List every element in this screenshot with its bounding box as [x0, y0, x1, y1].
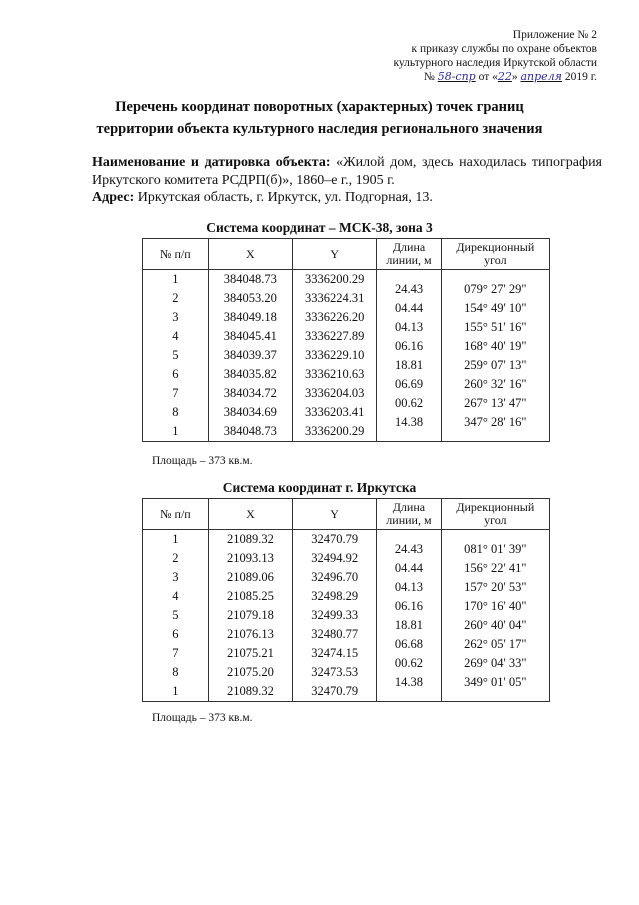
- cell-value: 21089.06: [226, 570, 274, 584]
- header-line-length: Длина линии, м: [377, 239, 441, 270]
- cell-value: 3336203.41: [304, 405, 365, 419]
- cell-value: 21093.13: [226, 551, 274, 565]
- order-date-day: 22: [497, 70, 512, 83]
- line-length-column: [377, 270, 441, 442]
- cell-value: 3336229.10: [304, 348, 365, 362]
- document-title-line1: Перечень координат поворотных (характерных) точек границ: [115, 99, 524, 115]
- cell-value: 3336204.03: [304, 386, 365, 400]
- cell-value: 154° 49' 10": [464, 300, 527, 315]
- cell-value: 2: [172, 291, 179, 305]
- table2-title: Система координат г. Иркутска: [222, 480, 417, 495]
- cell-value: 3336224.31: [304, 291, 365, 305]
- table2-area: Площадь – 373 кв.м.: [152, 712, 253, 724]
- header-direction-angle: Дирекционный угол: [441, 499, 549, 530]
- cell-value: 21089.32: [226, 684, 274, 698]
- cell-value: 04.13: [394, 319, 424, 334]
- cell-value: 06.69: [394, 376, 424, 391]
- cell-value: 32474.15: [311, 646, 359, 660]
- cell-value: 18.81: [394, 357, 424, 372]
- cell-value: 3: [172, 310, 179, 324]
- order-date-from: от «: [478, 71, 498, 83]
- table-body-row: [143, 270, 550, 442]
- cell-value: 269° 04' 33": [464, 655, 527, 670]
- header-y: Y: [293, 499, 377, 530]
- cell-value: 3: [172, 570, 179, 584]
- cell-value: 259° 07' 13": [464, 357, 527, 372]
- point-number-column: [143, 270, 209, 442]
- cell-value: 32496.70: [311, 570, 359, 584]
- cell-value: 384045.41: [223, 329, 277, 343]
- cell-value: 24.43: [394, 281, 424, 296]
- cell-value: 32499.33: [311, 608, 359, 622]
- cell-value: 00.62: [394, 395, 424, 410]
- cell-value: 1: [172, 424, 179, 438]
- cell-value: 081° 01' 39": [464, 541, 527, 556]
- direction-angle-column: [441, 530, 549, 702]
- cell-value: 21089.32: [226, 532, 274, 546]
- cell-value: 384034.72: [223, 386, 277, 400]
- cell-value: 8: [172, 405, 179, 419]
- cell-value: 5: [172, 608, 179, 622]
- table-header-row: [143, 239, 550, 270]
- x-column: [208, 270, 292, 442]
- appendix-header: [337, 28, 597, 84]
- object-address-value: Иркутская область, г. Иркутск, ул. Подгорная, 13.: [137, 190, 433, 205]
- coordinates-table-irkutsk: [142, 498, 550, 702]
- cell-value: 3336210.63: [304, 367, 365, 381]
- order-number-value: 58-спр: [437, 70, 476, 83]
- cell-value: 384053.20: [223, 291, 277, 305]
- cell-value: 384035.82: [223, 367, 277, 381]
- cell-value: 04.44: [394, 300, 424, 315]
- table1-area: Площадь – 373 кв.м.: [152, 455, 253, 467]
- cell-value: 156° 22' 41": [464, 560, 527, 575]
- cell-value: 384048.73: [223, 424, 277, 438]
- cell-value: 349° 01' 05": [464, 674, 527, 689]
- header-line-length: Длина линии, м: [377, 499, 441, 530]
- cell-value: 06.16: [394, 598, 423, 613]
- appendix-line1: Приложение № 2: [512, 29, 597, 41]
- table-header-row: [143, 499, 550, 530]
- order-date-year: 2019 г.: [564, 71, 597, 83]
- cell-value: 21075.20: [226, 665, 274, 679]
- cell-value: 6: [172, 627, 179, 641]
- header-point-number: № п/п: [143, 499, 209, 530]
- cell-value: 3336226.20: [304, 310, 365, 324]
- cell-value: 06.16: [394, 338, 424, 353]
- y-column: [293, 530, 377, 702]
- cell-value: 7: [172, 386, 179, 400]
- appendix-line2: к приказу службы по охране объектов: [411, 43, 597, 55]
- object-name-label: Наименование и датировка объекта:: [92, 155, 331, 170]
- header-point-number: № п/п: [143, 239, 209, 270]
- cell-value: 06.68: [394, 636, 423, 651]
- x-column: [208, 530, 292, 702]
- cell-value: 32473.53: [311, 665, 359, 679]
- line-length-column: [377, 530, 441, 702]
- order-date-month: апреля: [520, 70, 562, 83]
- cell-value: 24.43: [394, 541, 423, 556]
- cell-value: 384034.69: [223, 405, 277, 419]
- cell-value: 14.38: [394, 414, 424, 429]
- object-address-paragraph: [92, 189, 602, 207]
- cell-value: 3336227.89: [304, 329, 365, 343]
- cell-value: 384039.37: [223, 348, 277, 362]
- cell-value: 21085.25: [226, 589, 274, 603]
- cell-value: 1: [172, 532, 179, 546]
- cell-value: 18.81: [394, 617, 423, 632]
- cell-value: 157° 20' 53": [464, 579, 527, 594]
- cell-value: 4: [172, 329, 179, 343]
- header-direction-angle: Дирекционный угол: [441, 239, 549, 270]
- cell-value: 260° 40' 04": [464, 617, 527, 632]
- object-address-label: Адрес:: [92, 190, 135, 205]
- coordinates-table-msk38: [142, 238, 550, 442]
- cell-value: 32498.29: [311, 589, 359, 603]
- cell-value: 4: [172, 589, 179, 603]
- cell-value: 260° 32' 16": [464, 376, 527, 391]
- cell-value: 21079.18: [226, 608, 274, 622]
- object-info: [92, 154, 602, 207]
- appendix-order-number: [337, 70, 597, 84]
- appendix-line3: культурного наследия Иркутской области: [393, 57, 597, 69]
- cell-value: 170° 16' 40": [464, 598, 527, 613]
- header-y: Y: [292, 239, 376, 270]
- cell-value: 04.13: [394, 579, 423, 594]
- cell-value: 347° 28' 16": [464, 414, 527, 429]
- cell-value: 21075.21: [226, 646, 274, 660]
- order-date-mid: »: [511, 71, 518, 83]
- cell-value: 1: [172, 684, 179, 698]
- table1-title: Система координат – МСК-38, зона 3: [206, 220, 433, 235]
- y-column: [292, 270, 376, 442]
- cell-value: 21076.13: [226, 627, 274, 641]
- header-x: X: [208, 499, 292, 530]
- cell-value: 3336200.29: [304, 424, 365, 438]
- cell-value: 32480.77: [311, 627, 359, 641]
- direction-angle-column: [441, 270, 549, 442]
- cell-value: 2: [172, 551, 179, 565]
- cell-value: 384048.73: [223, 272, 277, 286]
- cell-value: 168° 40' 19": [464, 338, 527, 353]
- cell-value: 32470.79: [311, 684, 359, 698]
- point-number-column: [143, 530, 209, 702]
- cell-value: 32470.79: [311, 532, 359, 546]
- cell-value: 32494.92: [311, 551, 359, 565]
- document-title-line2: территории объекта культурного наследия регионального значения: [96, 121, 543, 137]
- object-name-paragraph: [92, 154, 602, 189]
- cell-value: 5: [172, 348, 179, 362]
- cell-value: 6: [172, 367, 179, 381]
- cell-value: 8: [172, 665, 179, 679]
- cell-value: 262° 05' 17": [464, 636, 527, 651]
- cell-value: 7: [172, 646, 179, 660]
- cell-value: 3336200.29: [304, 272, 365, 286]
- document-title: [0, 96, 639, 140]
- cell-value: 267° 13' 47": [464, 395, 527, 410]
- cell-value: 1: [172, 272, 179, 286]
- cell-value: 384049.18: [223, 310, 277, 324]
- table-body-row: [143, 530, 550, 702]
- object-name-value: «Жилой дом, здесь находилась типография Иркутского комитета РСДРП(б)», 1860–е г., 1905 г.: [92, 155, 602, 188]
- cell-value: 00.62: [394, 655, 423, 670]
- header-x: X: [208, 239, 292, 270]
- cell-value: 14.38: [394, 674, 423, 689]
- cell-value: 079° 27' 29": [464, 281, 527, 296]
- order-number-prefix: №: [423, 71, 435, 83]
- cell-value: 04.44: [394, 560, 423, 575]
- cell-value: 155° 51' 16": [464, 319, 527, 334]
